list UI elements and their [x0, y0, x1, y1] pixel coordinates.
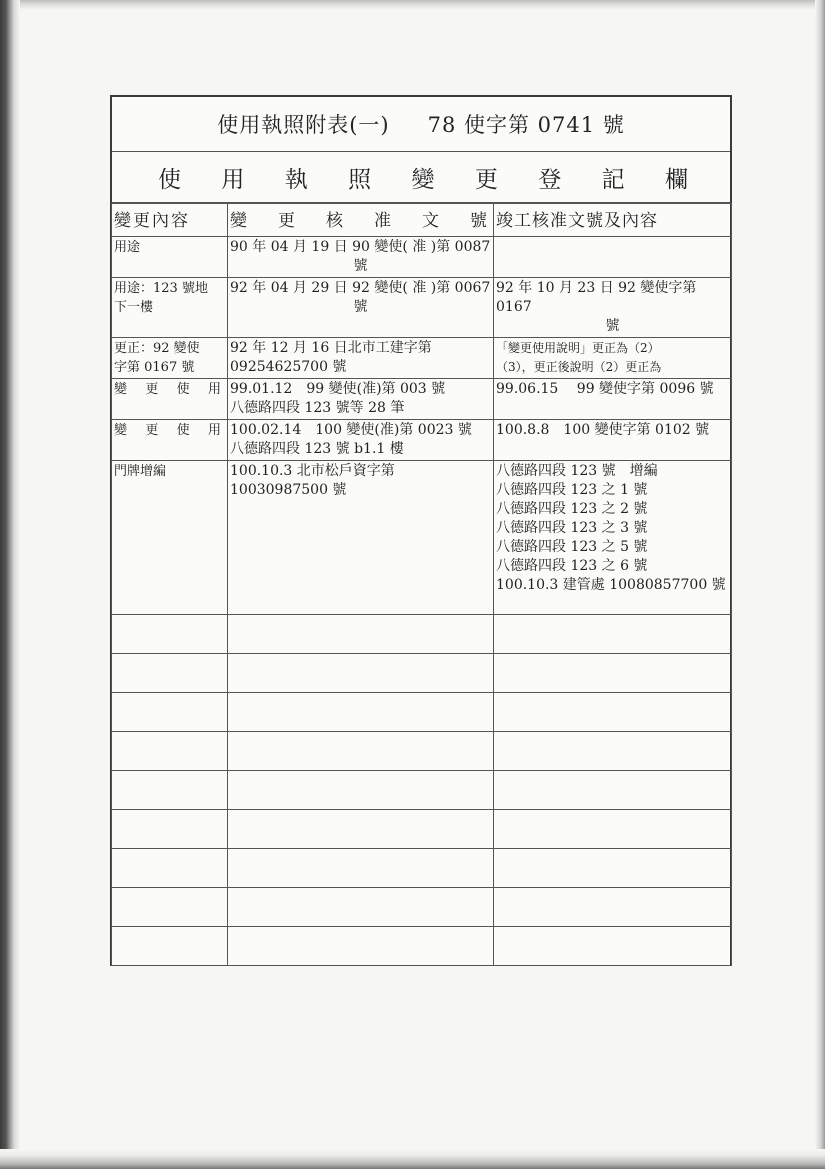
- blank-cell: [112, 732, 228, 771]
- change-content-cell: [112, 237, 228, 278]
- cell-line: 八德路四段 123 號等 28 筆: [230, 400, 405, 416]
- approval-cell: [228, 237, 494, 278]
- blank-cell: [228, 810, 494, 849]
- cell-line: 用途: [114, 240, 141, 255]
- blank-row: [112, 771, 732, 810]
- completion-cell: [494, 338, 732, 379]
- blank-cell: [494, 810, 732, 849]
- change-content-cell: [112, 338, 228, 379]
- blank-row: [112, 615, 732, 654]
- cell-line: 八德路四段 123 之 5 號: [496, 539, 648, 555]
- approval-cell: [228, 278, 494, 338]
- scan-edge-bottom: [0, 1149, 825, 1169]
- table-row: [112, 461, 732, 615]
- cell-line: 100.10.3 建管處 10080857700 號: [496, 577, 726, 593]
- table-row: [112, 237, 732, 278]
- header-char: 准: [374, 211, 391, 231]
- approval-cell: [228, 338, 494, 379]
- blank-cell: [112, 927, 228, 966]
- cell-line: 八德路四段 123 號 b1.1 樓: [230, 441, 404, 457]
- table-row: [112, 420, 732, 461]
- license-number: 78 使字第 0741 號: [427, 113, 625, 137]
- cell-line: 90 年 04 月 19 日 90 變使( 准 )第 0087: [230, 239, 491, 255]
- scan-edge-right: [815, 0, 825, 1169]
- cell-line: 10030987500 號: [230, 482, 347, 498]
- header-approval-number: [228, 204, 494, 237]
- approval-cell: [228, 379, 494, 420]
- blank-row: [112, 693, 732, 732]
- blank-cell: [494, 654, 732, 693]
- header-completion: 竣工核准文號及內容: [494, 204, 732, 237]
- cell-char: 使: [176, 382, 190, 397]
- section-title-char: 更: [474, 166, 498, 193]
- cell-line: 號: [353, 299, 368, 315]
- blank-cell: [228, 927, 494, 966]
- cell-line: 92 年 04 月 29 日 92 變使( 准 )第 0067: [230, 280, 491, 296]
- blank-cell: [228, 732, 494, 771]
- blank-cell: [112, 849, 228, 888]
- blank-cell: [494, 615, 732, 654]
- cell-line: 八德路四段 123 之 6 號: [496, 558, 648, 574]
- cell-char: 更: [145, 382, 159, 397]
- blank-row: [112, 810, 732, 849]
- cell-line: 號: [605, 318, 620, 334]
- cell-line: 92 年 10 月 23 日 92 變使字第 0167: [496, 280, 697, 315]
- header-char: 文: [422, 211, 439, 231]
- section-title-char: 變: [411, 166, 435, 193]
- approval-cell: [228, 461, 494, 615]
- completion-cell: [494, 237, 732, 278]
- cell-line: 99.06.15 99 變使字第 0096 號: [496, 381, 714, 397]
- completion-cell: [494, 420, 732, 461]
- cell-line: 99.01.12 99 變使(准)第 003 號: [230, 381, 446, 397]
- blank-cell: [494, 771, 732, 810]
- form-title: 使用執照附表(一): [217, 113, 390, 137]
- cell-line: 下一樓: [114, 300, 154, 315]
- blank-row: [112, 927, 732, 966]
- blank-cell: [112, 693, 228, 732]
- cell-char: 變: [114, 423, 128, 438]
- blank-cell: [228, 693, 494, 732]
- change-content-cell: [112, 379, 228, 420]
- blank-cell: [228, 771, 494, 810]
- blank-cell: [112, 771, 228, 810]
- header-char: 核: [326, 211, 343, 231]
- blank-cell: [112, 888, 228, 927]
- cell-char: 變: [114, 382, 128, 397]
- cell-line: 更正：92 變使: [114, 341, 200, 356]
- cell-char: 用: [207, 423, 221, 438]
- cell-line: 用途：123 號地: [114, 281, 208, 296]
- blank-cell: [494, 927, 732, 966]
- cell-line: 09254625700 號: [230, 359, 347, 375]
- blank-row: [112, 849, 732, 888]
- cell-line: （3），更正後說明（2）更正為: [496, 360, 662, 374]
- blank-row: [112, 654, 732, 693]
- section-title-char: 登: [538, 166, 562, 193]
- cell-char: 用: [207, 382, 221, 397]
- cell-char: 使: [176, 423, 190, 438]
- cell-line: 100.02.14 100 變使(准)第 0023 號: [230, 422, 472, 438]
- blank-row: [112, 732, 732, 771]
- completion-cell: [494, 461, 732, 615]
- approval-cell: [228, 420, 494, 461]
- header-char: 號: [470, 211, 487, 231]
- table-row: [112, 338, 732, 379]
- section-title: [112, 152, 730, 203]
- change-content-cell: [112, 420, 228, 461]
- blank-cell: [228, 615, 494, 654]
- form-title-row: [112, 97, 730, 152]
- change-content-cell: [112, 278, 228, 338]
- cell-line: 門牌增編: [114, 464, 167, 479]
- section-title-char: 使: [158, 166, 181, 193]
- cell-char: 更: [145, 423, 159, 438]
- cell-line: 字第 0167 號: [114, 360, 195, 375]
- change-content-cell: [112, 461, 228, 615]
- cell-line: 八德路四段 123 之 1 號: [496, 482, 648, 498]
- blank-cell: [228, 654, 494, 693]
- completion-cell: [494, 278, 732, 338]
- cell-line: 號: [353, 258, 368, 274]
- blank-cell: [112, 654, 228, 693]
- license-annex-form: [110, 95, 732, 966]
- table-row: [112, 278, 732, 338]
- completion-cell: [494, 379, 732, 420]
- cell-line: 92 年 12 月 16 日北市工建字第: [230, 340, 432, 356]
- section-title-char: 照: [348, 166, 372, 193]
- blank-cell: [228, 888, 494, 927]
- blank-cell: [494, 732, 732, 771]
- cell-line: 八德路四段 123 之 3 號: [496, 520, 648, 536]
- scan-edge-left: [0, 0, 20, 1169]
- blank-cell: [228, 849, 494, 888]
- cell-line: 100.8.8 100 變使字第 0102 號: [496, 422, 710, 438]
- section-title-char: 欄: [665, 166, 688, 193]
- cell-line: 100.10.3 北市松戶資字第: [230, 463, 395, 479]
- blank-cell: [494, 849, 732, 888]
- section-title-char: 用: [221, 166, 245, 193]
- table-header-row: [112, 204, 732, 237]
- table-row: [112, 379, 732, 420]
- cell-line: 八德路四段 123 之 2 號: [496, 501, 648, 517]
- header-char: 更: [278, 211, 295, 231]
- cell-line: 八德路四段 123 號 增編: [496, 463, 658, 479]
- change-register-table: [111, 203, 732, 966]
- header-char: 變: [230, 211, 247, 231]
- blank-cell: [112, 615, 228, 654]
- blank-row: [112, 888, 732, 927]
- blank-cell: [494, 888, 732, 927]
- header-change-content: 變更內容: [112, 204, 228, 237]
- blank-cell: [494, 693, 732, 732]
- scan-edge-top: [0, 0, 825, 10]
- cell-line: 「變更使用說明」更正為（2）: [496, 341, 660, 355]
- section-title-char: 記: [601, 166, 625, 193]
- blank-cell: [112, 810, 228, 849]
- section-title-char: 執: [284, 166, 308, 193]
